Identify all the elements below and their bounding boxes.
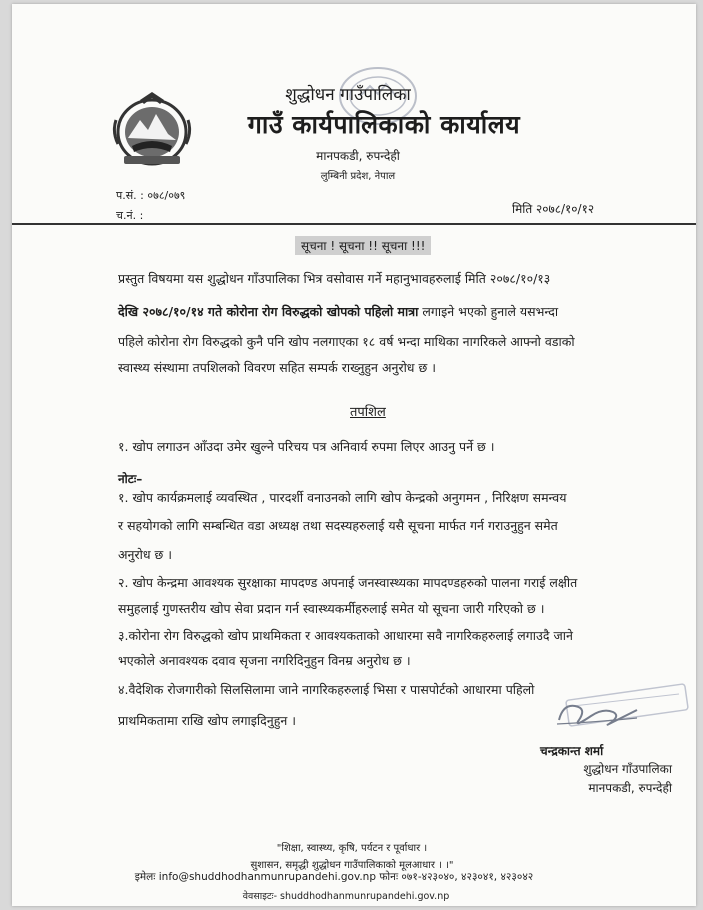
note-line: १. खोप कार्यक्रमलाई व्यवस्थित , पारदर्शी वनाउनको लागि खोप केन्द्रको अनुगमन , निरिक्षण समन्वय <box>118 490 567 505</box>
signatory-office: शुद्धोधन गाँउपालिका <box>583 762 672 776</box>
paragraph-line: स्वास्थ्य संस्थामा तपशिलको विवरण सहित सम्पर्क राख्नुहुन अनुरोध छ । <box>118 360 436 375</box>
list-item: १. खोप लगाउन आँउदा उमेर खुल्ने परिचय पत्र अनिवार्य रुपमा लिएर आउनु पर्ने छ । <box>118 439 495 454</box>
office-name-line1: शुद्धोधन गाउँपालिका <box>285 85 411 105</box>
paragraph-line <box>118 303 558 320</box>
note-line: २. खोप केन्द्रमा आवश्यक सुरक्षाका मापदण्ड अपनाई जनस्वास्थ्यका मापदण्डहरुको पालना गराई लक्षीत <box>118 575 578 590</box>
note-line: भएकोले अनावश्यक दवाव सृजना नगरिदिनुहुन विनम्र अनुरोध छ । <box>118 653 411 668</box>
tapasil-heading: तपशिल <box>350 405 386 420</box>
patra-sankhya: प.सं. : ०७८/०७९ <box>116 189 186 202</box>
footer-motto-line2: सुशासन, समृद्धी शुद्धोधन गाउँपालिकाको मूलआधार । ।" <box>250 860 454 871</box>
chalani-number: च.नं. : <box>116 209 144 222</box>
note-line: ३.कोरोना रोग विरुद्धको खोप प्राथमिकता र आवश्यकताको आधारमा सवै नागरिकहरुलाई लगाउदै जाने <box>118 628 573 643</box>
office-title: गाउँ कार्यपालिकाको कार्यालय <box>247 110 521 139</box>
note-line: अनुरोध छ । <box>118 547 172 562</box>
footer-motto-line1: "शिक्षा, स्वास्थ्य, कृषि, पर्यटन र पूर्वाधार । <box>276 843 428 854</box>
note-line: प्राथमिकतामा राखि खोप लगाइदिनुहुन । <box>118 713 297 728</box>
signatory-name: चन्द्रकान्त शर्मा <box>540 744 604 758</box>
letter-page <box>12 4 696 906</box>
note-line: र सहयोगको लागि सम्बन्धित वडा अध्यक्ष तथा सदस्यहरुलाई यसै सूचना मार्फत गर्न गराउनुहुन समेत <box>118 518 558 533</box>
note-line: समुहलाई गुणस्तरीय खोप सेवा प्रदान गर्न स्वास्थ्यकर्मीहरुलाई समेत यो सूचना जारी गरिएको छ । <box>118 601 545 616</box>
office-province: लुम्बिनी प्रदेश, नेपाल <box>320 171 396 182</box>
note-line: ४.वैदेशिक रोजगारीको सिलसिलामा जाने नागरिकहरुलाई भिसा र पासपोर्टको आधारमा पहिलो <box>118 682 535 697</box>
footer-website: वेवसाइटः- shuddhodhanmunrupandehi.gov.np <box>242 891 450 902</box>
paragraph-line: प्रस्तुत विषयमा यस शुद्धोधन गाँउपालिका भित्र वसोवास गर्ने महानुभावहरुलाई मिति २०७८/१०/१३ <box>118 271 551 286</box>
header-divider <box>12 223 696 225</box>
office-address: मानपकडी, रुपन्देही <box>316 149 400 163</box>
signatory-address: मानपकडी, रुपन्देही <box>588 781 672 795</box>
footer-contact: इमेलः info@shuddhodhanmunrupandehi.gov.np फोनः ०७१-४२३०४०, ४२३०४१, ४२३०४२ <box>134 871 534 883</box>
bold-text: देखि २०७८/१०/१४ गते कोरोना रोग विरुद्धको खोपको पहिलो मात्रा <box>118 304 419 319</box>
paragraph-text: लगाइने भएको हुनाले यसभन्दा <box>418 304 559 319</box>
note-label: नोटः– <box>118 472 143 486</box>
notice-title: सूचना ! सूचना !! सूचना !!! <box>295 236 431 255</box>
paragraph-line: पहिले कोरोना रोग विरुद्धको कुनै पनि खोप नलगाएका १८ वर्ष भन्दा माथिका नागरिकले आफ्नो वडाको <box>118 334 575 349</box>
letter-date: मिति २०७८/१०/१२ <box>512 202 595 216</box>
